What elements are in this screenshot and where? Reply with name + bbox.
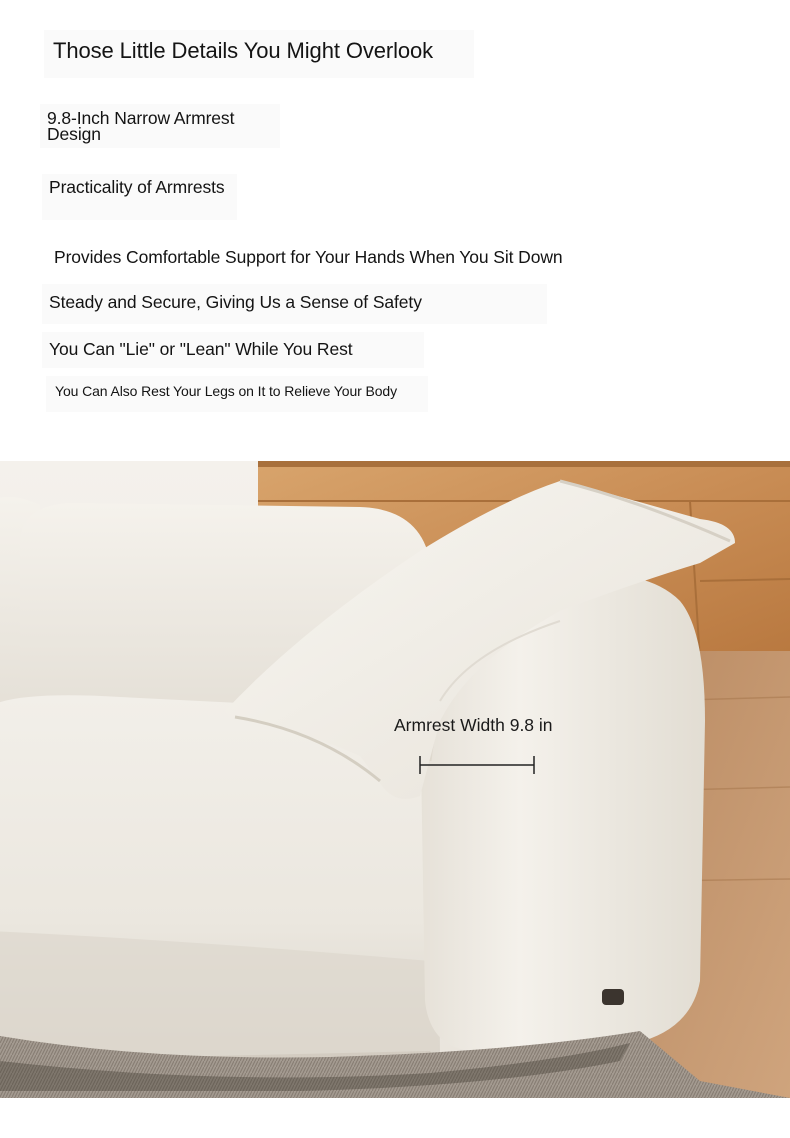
sofa-photo bbox=[0, 461, 790, 1098]
page-title: Those Little Details You Might Overlook bbox=[53, 38, 434, 63]
feature-point: You Can Also Rest Your Legs on It to Relieve Your Body bbox=[55, 383, 397, 399]
feature-point: Steady and Secure, Giving Us a Sense of Safety bbox=[49, 292, 422, 312]
armrest-width-dimension-line bbox=[419, 756, 535, 774]
armrest-design-heading: 9.8-Inch Narrow Armrest Design bbox=[47, 108, 235, 144]
feature-point: Provides Comfortable Support for Your Hands When You Sit Down bbox=[54, 247, 563, 267]
feature-point: You Can "Lie" or "Lean" While You Rest bbox=[49, 339, 353, 359]
practicality-heading: Practicality of Armrests bbox=[49, 177, 225, 197]
armrest-width-annotation: Armrest Width 9.8 in bbox=[394, 715, 553, 735]
